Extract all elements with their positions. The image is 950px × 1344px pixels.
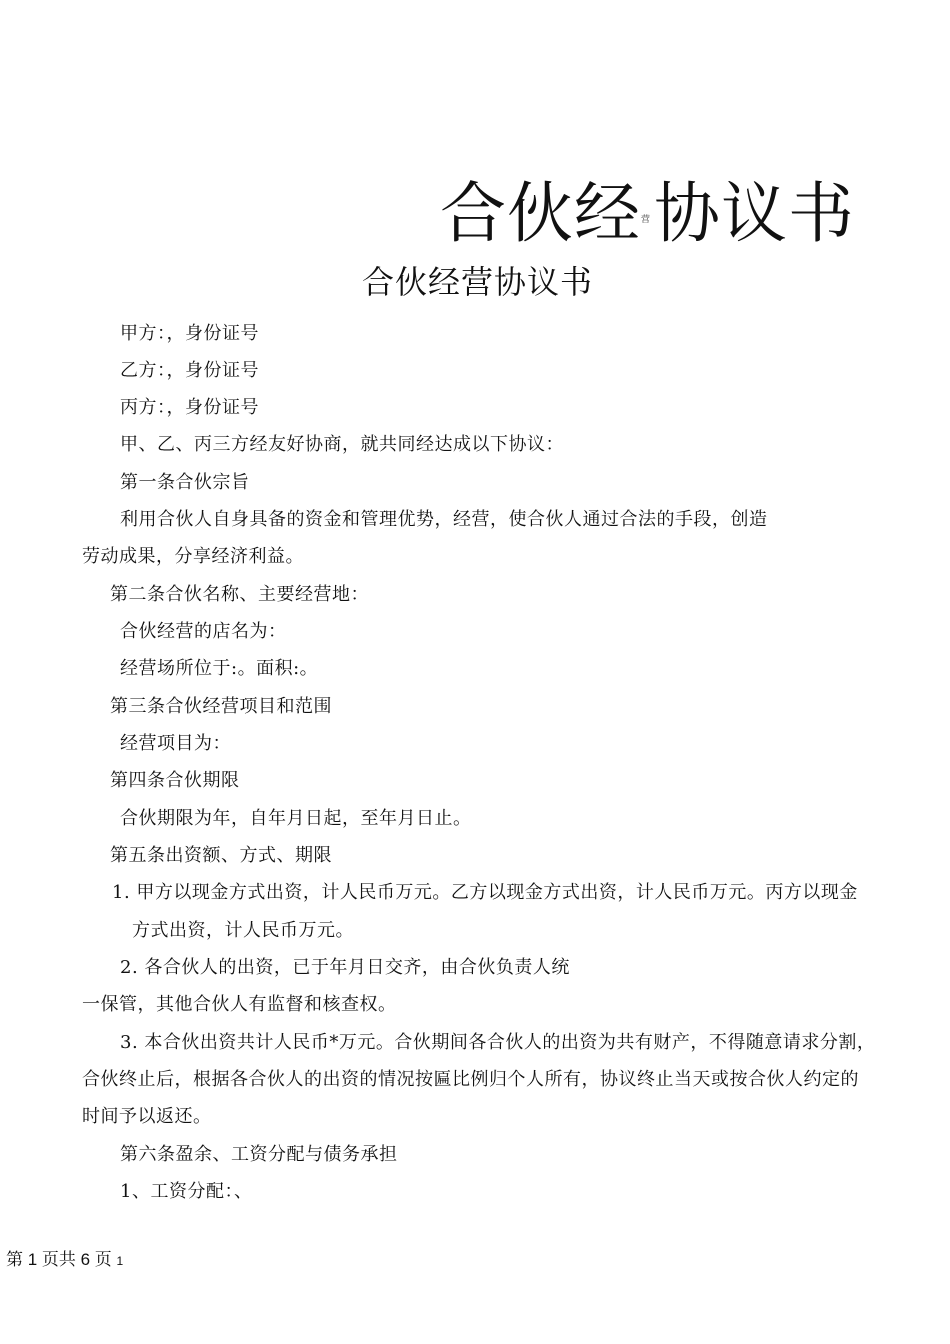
- party-b-line: 乙方：，身份证号: [120, 360, 259, 381]
- article-4-heading: 第四条合伙期限: [110, 770, 240, 791]
- document-title-large: [440, 174, 855, 274]
- article-5-item-2: 2. 各合伙人的出资，已于年月日交齐，由合伙负责人统: [120, 957, 570, 978]
- page-footer: [6, 1248, 123, 1273]
- document-subtitle: 合伙经营协议书: [362, 263, 594, 301]
- article-5-item-1-cont: 方式出资，计人民币万元。: [132, 920, 354, 941]
- party-c-line: 丙方：，身份证号: [120, 397, 259, 418]
- article-2-heading: 第二条合伙名称、主要经营地：: [110, 584, 369, 605]
- article-5-heading: 第五条出资额、方式、期限: [110, 845, 332, 866]
- article-2-shop-name: 合伙经营的店名为：: [120, 621, 287, 642]
- intro-line: 甲、乙、丙三方经友好协商，就共同经达成以下协议：: [120, 434, 564, 455]
- title-part-1: 合伙经: [440, 175, 641, 252]
- article-3-text: 经营项目为：: [120, 733, 231, 754]
- article-2-location: 经营场所位于:。面积:。: [120, 658, 319, 679]
- page-number-text: 第 1 页共 6 页: [6, 1250, 112, 1269]
- article-5-item-3-cont: 合伙终止后，根据各合伙人的出资的情况按匾比例归个人所有，协议终止当天或按合伙人约定的: [82, 1069, 859, 1090]
- article-5-item-2-cont: 一保管，其他合伙人有监督和核查权。: [82, 994, 397, 1015]
- article-6-heading: 第六条盈余、工资分配与债务承担: [120, 1144, 398, 1165]
- page-number-suffix: 1: [116, 1254, 124, 1268]
- article-5-item-3-cont-2: 时间予以返还。: [82, 1106, 212, 1127]
- article-5-item-3: 3. 本合伙出资共计人民币*万元。合伙期间各合伙人的出资为共有财产，不得随意请求分割，: [120, 1032, 876, 1053]
- article-1-text: 利用合伙人自身具备的资金和管理优势，经营，使合伙人通过合法的手段，创造: [120, 509, 768, 530]
- article-1-heading: 第一条合伙宗旨: [120, 472, 250, 493]
- article-5-item-1: 1. 甲方以现金方式出资，计人民币万元。乙方以现金方式出资，计人民币万元。丙方以现金: [112, 882, 858, 903]
- article-1-text-cont: 劳动成果，分享经济利益。: [82, 546, 304, 567]
- article-4-text: 合伙期限为年，自年月日起，至年月日止。: [120, 808, 472, 829]
- title-small-mark: 营: [641, 215, 651, 225]
- article-3-heading: 第三条合伙经营项目和范围: [110, 696, 332, 717]
- title-part-2: 协议书: [654, 175, 856, 252]
- party-a-line: 甲方：，身份证号: [120, 323, 259, 344]
- article-6-item-1: 1、工资分配：、: [120, 1181, 253, 1202]
